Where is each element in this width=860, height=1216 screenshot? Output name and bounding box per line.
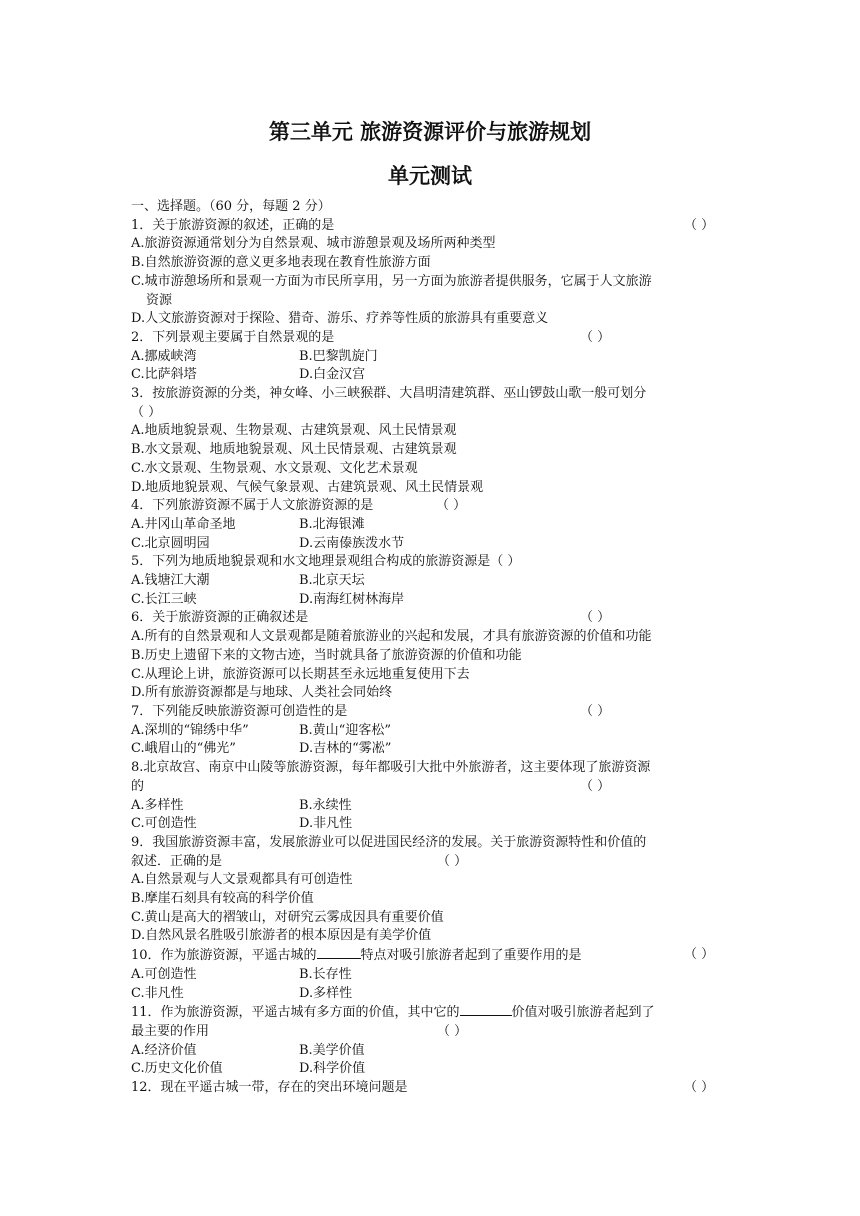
answer-bracket: （ ） <box>684 217 715 233</box>
question-list <box>131 198 731 1098</box>
option-d: D.云南傣族泼水节 <box>299 535 405 551</box>
option-d: D.南海红树林海岸 <box>299 591 405 607</box>
option-b: B.北海银滩 <box>299 516 365 532</box>
question-11-stem: 11．作为旅游资源，平遥古城有多方面的价值，其中它的 价值对吸引旅游者起到了 <box>131 1005 655 1021</box>
question-4-options-cd <box>131 535 731 554</box>
question-2-options-cd <box>131 366 731 385</box>
answer-bracket: （ ） <box>580 778 611 794</box>
question-9-option-a: A.自然景观与人文景观都具有可创造性 <box>131 872 353 888</box>
question-10-stem: 10．作为旅游资源，平遥古城的 特点对吸引旅游者起到了重要作用的是 （ ） <box>131 947 715 964</box>
question-6-option-b: B.历史上遗留下来的文物古迹，当时就具备了旅游资源的价值和功能 <box>131 647 522 663</box>
answer-bracket: （ ） <box>684 1080 715 1096</box>
option-d: D.多样性 <box>299 985 353 1001</box>
question-3-option-d: D.地质地貌景观、气候气象景观、古建筑景观、风土民情景观 <box>131 479 484 495</box>
question-4-options-ab <box>131 516 731 535</box>
fill-blank <box>317 946 361 959</box>
question-1-stem: 1．关于旅游资源的叙述，正确的是 （ ） <box>131 217 731 236</box>
option-a: A.经济价值 <box>131 1042 197 1058</box>
question-4-stem: 4．下列旅游资源不属于人文旅游资源的是 （ ） <box>131 497 731 516</box>
question-6-option-a: A.所有的自然景观和人文景观都是随着旅游业的兴起和发展，才具有旅游资源的价值和功能 <box>131 629 652 645</box>
option-a: A.挪威峡湾 <box>131 348 197 364</box>
page-title: 第三单元 旅游资源评价与旅游规划 <box>268 120 592 144</box>
option-a: A.多样性 <box>131 797 184 813</box>
answer-bracket: （ ） <box>580 329 611 345</box>
option-c: C.长江三峡 <box>131 591 197 607</box>
option-b: B.美学价值 <box>299 1042 365 1058</box>
answer-bracket: （ ） <box>580 703 611 719</box>
question-9-stem-cont: 叙述．正确的是 （ ） <box>131 853 731 872</box>
question-10-options-ab <box>131 966 731 985</box>
question-7-stem: 7．下列能反映旅游资源可创造性的是 （ ） <box>131 703 731 722</box>
question-11-stem-cont: 最主要的作用 （ ） <box>131 1023 731 1042</box>
question-8-options-ab <box>131 797 731 816</box>
question-11-options-ab <box>131 1042 731 1061</box>
question-8-stem: 8.北京故宫、南京中山陵等旅游资源，每年都吸引大批中外旅游者，这主要体现了旅游资源 <box>131 760 651 776</box>
option-a: A.可创造性 <box>131 966 197 982</box>
question-1-option-b: B.自然旅游资源的意义更多地表现在教育性旅游方面 <box>131 255 431 271</box>
option-c: C.北京圆明园 <box>131 535 210 551</box>
fill-blank <box>460 1003 512 1016</box>
option-d: D.白金汉宫 <box>299 367 366 383</box>
option-c: C.非凡性 <box>131 985 184 1001</box>
option-c: C.历史文化价值 <box>131 1061 223 1077</box>
question-2-options-ab <box>131 348 731 367</box>
answer-bracket: （ ） <box>436 498 467 514</box>
question-7-options-cd <box>131 740 731 759</box>
option-c: C.比萨斜塔 <box>131 367 197 383</box>
question-9-option-c: C.黄山是高大的褶皱山，对研究云雾成因具有重要价值 <box>131 909 444 925</box>
question-1-option-c: C.城市游憩场所和景观一方面为市民所享用，另一方面为旅游者提供服务，它属于人文旅游 <box>131 273 652 289</box>
answer-bracket: （ ） <box>437 1023 468 1039</box>
question-5-options-ab <box>131 572 731 591</box>
answer-bracket: （ ） <box>684 947 715 963</box>
option-b: B.永续性 <box>299 797 352 813</box>
answer-bracket: （ ） <box>437 853 468 869</box>
question-3-stem-cont: （ ） <box>131 404 162 420</box>
option-b: B.长存性 <box>299 966 352 982</box>
question-8-options-cd <box>131 815 731 834</box>
option-b: B.北京天坛 <box>299 573 365 589</box>
question-6-option-d: D.所有旅游资源都是与地球、人类社会同始终 <box>131 685 393 701</box>
question-10-options-cd <box>131 985 731 1004</box>
question-9-stem: 9．我国旅游资源丰富，发展旅游业可以促进国民经济的发展。关于旅游资源特性和价值的 <box>131 834 647 850</box>
question-5-options-cd <box>131 591 731 610</box>
question-3-stem: 3．按旅游资源的分类，神女峰、小三峡猴群、大昌明清建筑群、巫山锣鼓山歌一般可划分 <box>131 386 647 402</box>
option-b: B.巴黎凯旋门 <box>299 348 378 364</box>
question-9-option-d: D.自然风景名胜吸引旅游者的根本原因是有美学价值 <box>131 928 432 944</box>
option-b: B.黄山“迎客松” <box>299 722 391 738</box>
question-5-stem: 5．下列为地质地貌景观和水文地理景观组合构成的旅游资源是（ ） <box>131 554 521 570</box>
question-7-options-ab <box>131 722 731 741</box>
page-subtitle: 单元测试 <box>388 164 472 188</box>
question-2-stem: 2．下列景观主要属于自然景观的是 （ ） <box>131 329 731 348</box>
question-12-stem: 12．现在平遥古城一带，存在的突出环境问题是 （ ） <box>131 1079 731 1098</box>
option-d: D.吉林的“雾凇” <box>299 741 392 757</box>
option-c: C.可创造性 <box>131 816 197 832</box>
question-11-options-cd <box>131 1060 731 1079</box>
question-9-option-b: B.摩崖石刻具有较高的科学价值 <box>131 891 314 907</box>
option-a: A.钱塘江大潮 <box>131 573 210 589</box>
option-d: D.非凡性 <box>299 816 353 832</box>
question-8-stem-cont: 的 （ ） <box>131 778 731 797</box>
option-c: C.峨眉山的“佛光” <box>131 741 236 757</box>
option-d: D.科学价值 <box>299 1061 366 1077</box>
option-a: A.深圳的“锦绣中华” <box>131 722 249 738</box>
section-heading: 一、选择题。（60 分，每题 2 分） <box>131 199 331 214</box>
question-1-option-d: D.人文旅游资源对于探险、猎奇、游乐、疗养等性质的旅游具有重要意义 <box>131 311 549 327</box>
question-1-option-a: A.旅游资源通常划分为自然景观、城市游憩景观及场所两种类型 <box>131 236 496 252</box>
question-1-option-c-cont: 资源 <box>146 292 173 308</box>
question-6-stem: 6．关于旅游资源的正确叙述是 （ ） <box>131 609 731 628</box>
question-3-option-c: C.水文景观、生物景观、水文景观、文化艺术景观 <box>131 460 418 476</box>
question-6-option-c: C.从理论上讲，旅游资源可以长期甚至永远地重复使用下去 <box>131 666 470 682</box>
answer-bracket: （ ） <box>580 610 611 626</box>
question-3-option-b: B.水文景观、地质地貌景观、风土民情景观、古建筑景观 <box>131 442 457 458</box>
question-3-option-a: A.地质地貌景观、生物景观、古建筑景观、风土民情景观 <box>131 423 457 439</box>
option-a: A.井冈山革命圣地 <box>131 516 236 532</box>
